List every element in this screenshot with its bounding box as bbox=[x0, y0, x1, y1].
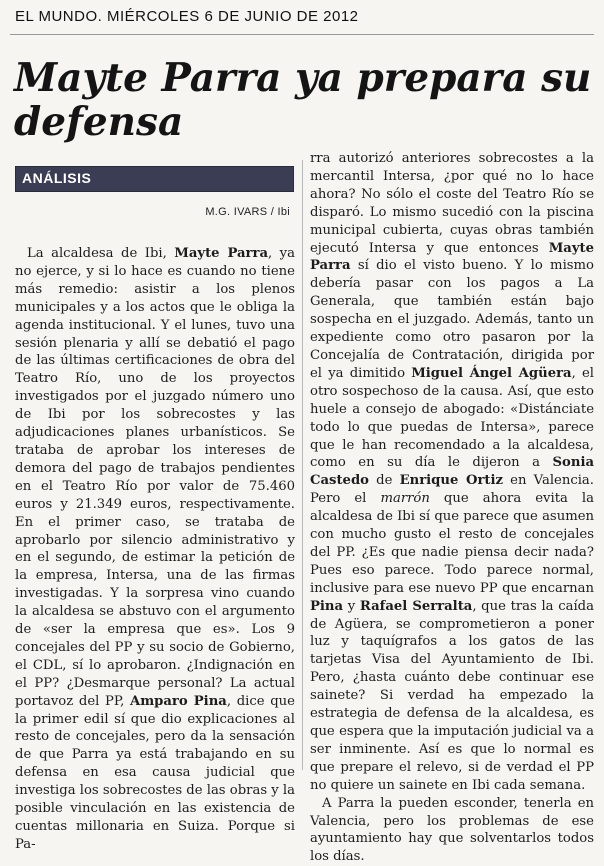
body-text: que ahora evita la alcaldesa de Ibi sí que parece que asumen con mucho gusto el resto de concejales del PP. ¿Es que nadie piensa decir nada? Pues eso parece. Todo parece normal, inclusive para ese nuevo PP que encarnan bbox=[310, 491, 594, 596]
paragraph-2 bbox=[310, 150, 594, 795]
section-label: ANÁLISIS bbox=[22, 170, 92, 186]
body-text: y bbox=[343, 598, 360, 614]
person-name: Mayte Parra bbox=[310, 240, 594, 274]
person-name: Pina bbox=[310, 598, 344, 614]
headline: Mayte Parra ya prepara su defensa bbox=[14, 55, 592, 145]
person-name: Mayte Parra bbox=[174, 246, 268, 261]
person-name: Sonia Castedo bbox=[310, 455, 594, 489]
person-name: Enrique Ortiz bbox=[399, 473, 503, 489]
body-text: sí dio el visto bueno. Y lo mismo debería pasar con los pagos a La Generala, que también están bajo sospecha en el juzgado. Además, tanto un expediente como otro pasaron por la Concejalía de Contratación, dirigida por el ya dimitido bbox=[310, 258, 594, 381]
body-text: en Valencia. Pero el bbox=[310, 473, 594, 507]
byline: M.G. IVARS / Ibi bbox=[205, 206, 290, 218]
article-column-left bbox=[15, 245, 295, 854]
body-text: rra autorizó anteriores sobrecostes a la mercantil Intersa, ¿por qué no lo hace ahora? No sólo el coste del Teatro Río se disparó. Lo mismo sucedió con la piscina municipal cubierta, cuyas obras también ejecutó Intersa y que entonces bbox=[310, 151, 594, 256]
masthead: EL MUNDO. MIÉRCOLES 6 DE JUNIO DE 2012 bbox=[15, 8, 359, 25]
body-text: , ya no ejerce, y si lo hace es cuando no tiene más remedio: asistir a los plenos municipales y a los actos que le obliga la agenda institucional. Y el lunes, tuvo una sesión plenaria y allí se debatió el pago de las últimas certificaciones de obra del Teatro Río, uno de los proyectos investigados por el juzgado número uno de Ibi por los sobrecostes y las adjudicaciones planes urbanísticos. Se trataba de aprobar los intereses de demora del pago de trabajos pendientes en el Teatro Río por valor de 75.460 euros y 21.349 euros, respectivamente. En el primer caso, se trataba de aprobarlo por silencio administrativo y en el segundo, de estimar la petición de la empresa, Intersa, una de las firmas investigadas. Y la sorpresa vino cuando la alcaldesa se abstuvo con el argumento de «ser la empresa que es». Los 9 concejales del PP y su socio de Gobierno, el CDL, sí lo aprobaron. ¿Indignación en el PP? ¿Desmarque personal? La actual portavoz del PP, bbox=[15, 246, 295, 709]
body-text: , dice que la primer edil sí que dio explicaciones al resto de concejales, pero da la sensación de que Parra ya está trabajando en su defensa en esa causa judicial que investiga los sobrecostes de las obras y la posible vinculación en las existencia de cuentas millonaria en Suiza. Porque si Pa- bbox=[15, 693, 295, 852]
article-column-right bbox=[310, 150, 594, 866]
person-name: Amparo Pina bbox=[129, 693, 227, 709]
section-bar bbox=[15, 166, 294, 192]
paragraph-3: A Parra la pueden esconder, tenerla en Valencia, pero los problemas de ese ayuntamiento hay que solventarlos todos los días. bbox=[310, 795, 594, 865]
column-divider bbox=[302, 160, 303, 770]
body-text: La alcaldesa de Ibi, bbox=[27, 246, 175, 261]
body-text: , el otro sospechoso de la causa. Así, que esto huele a consejo de abogado: «Distánciate todo lo que puedas de Intersa», parece que le han recomendado a la alcaldesa, como en su día le dijeron a bbox=[310, 365, 594, 471]
header-divider bbox=[10, 34, 594, 35]
paragraph-1 bbox=[15, 245, 295, 854]
body-text: de bbox=[368, 473, 400, 489]
italic-word: marrón bbox=[380, 491, 430, 507]
body-text: , que tras la caída de Agüera, se comprometieron a poner luz y taquígrafos a los gatos de las tarjetas Visa del Ayuntamiento de Ibi. Pero, ¿hasta cuánto debe continuar ese sainete? Si verdad ha empezado la estrategia de defensa de la alcaldesa, es que espera que la imputación judicial va a ser inminente. Así es que lo normal es que prepare el relevo, si de verdad el PP no quiere un sainete en Ibi cada semana. bbox=[310, 598, 594, 793]
person-name: Rafael Serralta bbox=[359, 598, 473, 614]
person-name: Miguel Ángel Agüera bbox=[411, 365, 572, 381]
